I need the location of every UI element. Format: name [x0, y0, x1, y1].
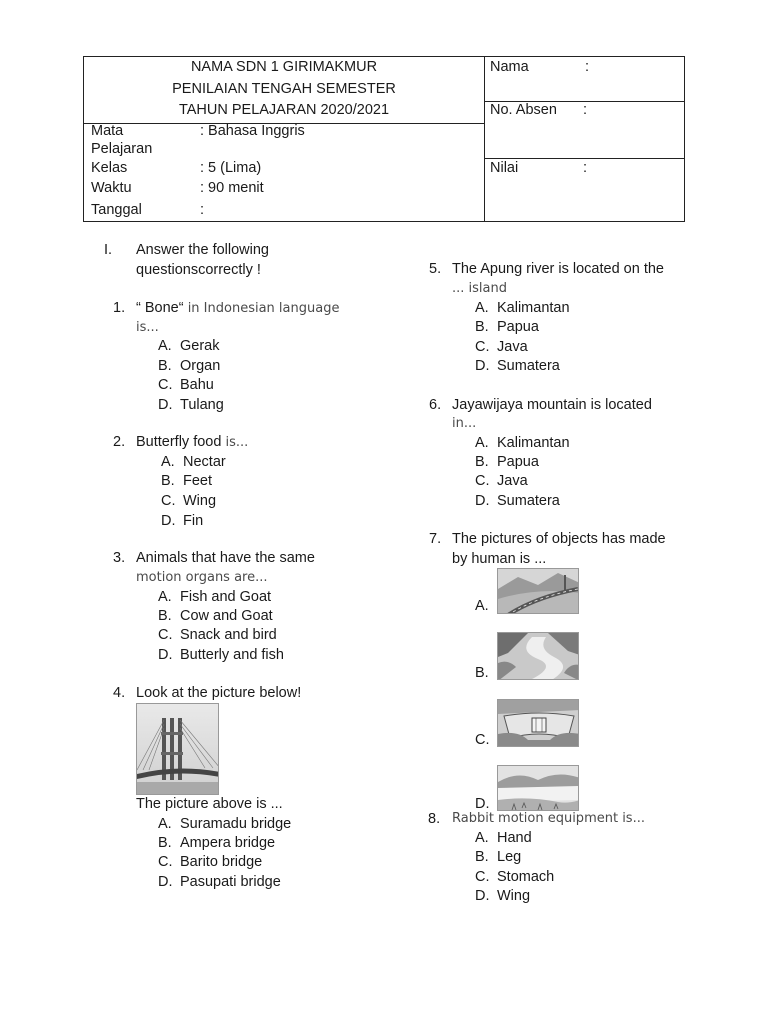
field-value-subject: : Bahasa Inggris [200, 123, 305, 139]
option-d: D. Butterly and fish [158, 647, 284, 663]
field-colon-attendance-no: : [583, 102, 588, 118]
question-number: 2. [113, 434, 126, 450]
option-d: D. Sumatera [475, 358, 560, 374]
header-table [83, 56, 685, 222]
option-c: C. Bahu [158, 377, 214, 393]
question-text-2: motion organs are... [136, 570, 268, 585]
question-number: 8. [428, 811, 441, 827]
section-instruction-1: Answer the following [136, 242, 269, 258]
option-c: C. Wing [161, 493, 217, 509]
option-a: A. Hand [475, 830, 532, 846]
question-text-2: by human is ... [452, 551, 547, 567]
question-text: The Apung river is located on the [452, 261, 664, 277]
dam-illustration [498, 700, 579, 747]
field-label-time: Waktu [91, 180, 132, 196]
question-text: Rabbit motion equipment is... [452, 811, 645, 826]
question-number: 4. [113, 685, 126, 701]
question-text: Look at the picture below! [136, 685, 302, 701]
option-d: D. Sumatera [475, 493, 560, 509]
question-number: 3. [113, 550, 126, 566]
option-b: B. Ampera bridge [158, 835, 276, 851]
question-text-2: ... island [452, 281, 507, 296]
dam-picture [497, 699, 579, 747]
field-value-class: : 5 (Lima) [200, 160, 262, 176]
field-colon-name: : [585, 59, 590, 75]
option-b: B. Feet [161, 473, 213, 489]
question-number: 1. [113, 300, 126, 316]
lake-illustration [498, 766, 579, 811]
question-text [136, 300, 339, 316]
option-b: B. Organ [158, 358, 221, 374]
option-a: A. Kalimantan [475, 300, 570, 316]
field-label-subject-2: Pelajaran [91, 141, 153, 157]
option-a: A. Fish and Goat [158, 589, 272, 605]
row-divider [484, 158, 684, 159]
exam-title: PENILAIAN TENGAH SEMESTER [172, 81, 396, 97]
field-label-date: Tanggal [91, 202, 142, 218]
field-label-score: Nilai [490, 160, 519, 176]
option-d: D. Wing [475, 888, 531, 904]
section-instruction-2: questionscorrectly ! [136, 262, 261, 278]
question-keyword: “ Bone“ [136, 300, 184, 316]
question-number: 7. [429, 531, 442, 547]
river-illustration [498, 633, 579, 680]
field-label-attendance-no: No. Absen [490, 102, 557, 118]
question-text-2: is... [136, 320, 159, 335]
question-text: Jayawijaya mountain is located [452, 397, 652, 413]
option-b: B. Papua [475, 454, 539, 470]
option-a: A. Nectar [161, 454, 226, 470]
field-colon-score: : [583, 160, 588, 176]
option-d-letter: D. [475, 796, 490, 812]
field-label-subject: Mata [91, 123, 124, 139]
question-text: The pictures of objects has made [452, 531, 666, 547]
section-numeral: I. [104, 242, 113, 258]
option-d: D. Fin [161, 513, 204, 529]
bridge-illustration [137, 704, 219, 795]
option-c: C. Java [475, 339, 528, 355]
question-number: 6. [429, 397, 442, 413]
option-b-letter: B. [475, 665, 489, 681]
school-name: NAMA SDN 1 GIRIMAKMUR [190, 59, 378, 75]
river-landscape-picture [497, 632, 579, 680]
option-b: B. Leg [475, 849, 522, 865]
question-text-part: in Indonesian language [183, 301, 340, 316]
field-value-time: : 90 menit [200, 180, 264, 196]
option-a: A. Gerak [158, 338, 220, 354]
bridge-photo [136, 703, 219, 795]
question-number: 5. [429, 261, 442, 277]
road-illustration [498, 569, 579, 614]
option-c: C. Snack and bird [158, 627, 277, 643]
option-c-letter: C. [475, 732, 490, 748]
question-text-2: The picture above is ... [136, 796, 283, 812]
option-b: B. Papua [475, 319, 539, 335]
question-text: Animals that have the same [136, 550, 315, 566]
question-text-2: in... [452, 416, 477, 431]
option-a-letter: A. [475, 598, 489, 614]
field-label-name: Nama [490, 59, 529, 75]
option-a: A. Suramadu bridge [158, 816, 292, 832]
option-d: D. Pasupati bridge [158, 874, 281, 890]
school-year: TAHUN PELAJARAN 2020/2021 [178, 102, 390, 118]
field-label-class: Kelas [91, 160, 128, 176]
field-value-date: : [200, 202, 205, 218]
road-landscape-picture [497, 568, 579, 614]
option-c: C. Java [475, 473, 528, 489]
option-b: B. Cow and Goat [158, 608, 273, 624]
option-a: A. Kalimantan [475, 435, 570, 451]
lake-landscape-picture [497, 765, 579, 811]
option-d: D. Tulang [158, 397, 224, 413]
option-c: C. Stomach [475, 869, 555, 885]
option-c: C. Barito bridge [158, 854, 263, 870]
question-text: Butterfly food is... [136, 434, 249, 450]
column-divider [484, 57, 485, 221]
